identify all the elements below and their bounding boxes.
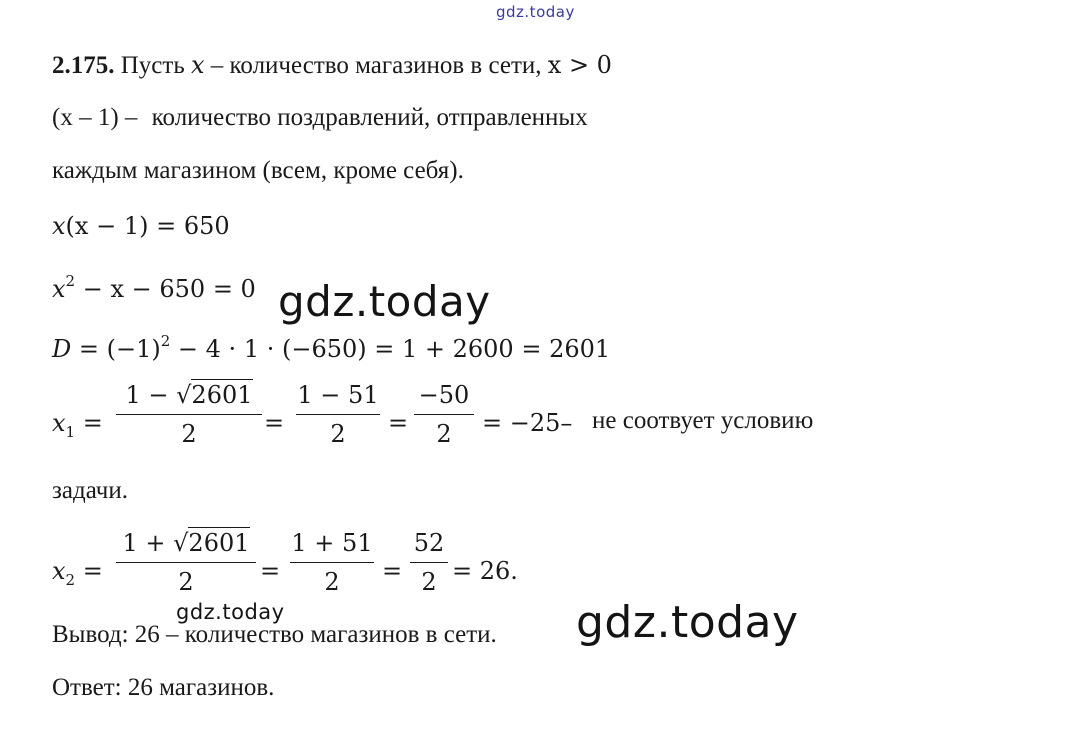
root1-fraction-1: 1 − √2601 2 [116, 380, 262, 449]
variable-x: x [190, 51, 205, 79]
root1-f3-den: 2 [436, 420, 452, 448]
root2-sub: 2 [65, 571, 76, 589]
definition-text: – количество магазинов в сети, [210, 52, 542, 79]
root1-fraction-2 [296, 380, 380, 449]
root1-eq-3: = [388, 409, 409, 437]
root1-f1-sqrt: 2601 [191, 381, 253, 409]
intro-text: Пусть [120, 52, 185, 79]
root1-fraction-3 [414, 380, 474, 449]
greetings-text: количество поздравлений, отправленных [151, 104, 588, 131]
root1-eq: = [82, 409, 103, 437]
discriminant-equation [52, 326, 610, 364]
root2-fraction-2 [290, 528, 374, 597]
root1-eq-2: = [264, 409, 285, 437]
root1-comment-cont: задачи. [52, 477, 128, 504]
root1-f1-num-a: 1 − [125, 381, 177, 409]
root2-f1-sqrt: 2601 [188, 529, 250, 557]
disc-exponent: 2 [160, 332, 171, 350]
root2-f1-num-a: 1 + [122, 529, 174, 557]
root2-var: x [52, 557, 66, 585]
root2-f1-den: 2 [178, 568, 194, 596]
problem-line-1 [52, 50, 612, 81]
root2-eq: = [82, 557, 103, 585]
equation-2 [52, 266, 256, 304]
root1-label [52, 408, 103, 447]
watermark-small: gdz.today [176, 600, 285, 624]
problem-line-3: каждым магазином (всем, кроме себя). [52, 157, 464, 184]
watermark-large: gdz.today [576, 597, 799, 648]
root2-label [52, 556, 103, 595]
root1-comment: не соотвует условию [592, 407, 814, 434]
disc-var: D [52, 335, 72, 363]
root2-eq-3: = [382, 557, 403, 585]
root2-result: = 26. [452, 557, 518, 585]
root2-eq-2: = [260, 557, 281, 585]
root1-var: x [52, 409, 66, 437]
disc-part-a: = (−1) [78, 335, 161, 363]
watermark-top: gdz.today [496, 3, 575, 21]
root2-fraction-3 [410, 528, 448, 597]
watermark-middle: gdz.today [278, 277, 491, 326]
root1-sub: 1 [65, 423, 76, 441]
eq1-var: x [52, 212, 66, 240]
root2-f3-den: 2 [421, 568, 437, 596]
disc-part-b: − 4 · 1 · (−650) = 1 + 2600 = 2601 [177, 335, 611, 363]
eq2-rest: − x − 650 = 0 [82, 275, 256, 303]
root1-f1-den: 2 [181, 420, 197, 448]
conclusion-text: Вывод: 26 – количество магазинов в сети. [52, 621, 497, 648]
eq2-exponent: 2 [65, 272, 76, 290]
root2-f2-num: 1 + 51 [291, 529, 373, 557]
condition: x > 0 [547, 51, 612, 79]
root1-f2-num: 1 − 51 [297, 381, 379, 409]
root2-f2-den: 2 [324, 568, 340, 596]
root1-f2-den: 2 [330, 420, 346, 448]
problem-line-2 [52, 103, 588, 133]
expression-x-minus-1: (x – 1) – [52, 104, 138, 131]
root2-fraction-1: 1 + √2601 2 [116, 528, 256, 597]
problem-number: 2.175. [52, 52, 115, 79]
root1-f3-num: −50 [418, 381, 470, 409]
answer-text: Ответ: 26 магазинов. [52, 674, 275, 701]
eq1-rest: (x − 1) = 650 [65, 212, 230, 240]
root2-f3-num: 52 [413, 529, 445, 557]
equation-1 [52, 211, 230, 241]
eq2-var: x [52, 275, 66, 303]
root1-result: = −25– [482, 409, 573, 437]
